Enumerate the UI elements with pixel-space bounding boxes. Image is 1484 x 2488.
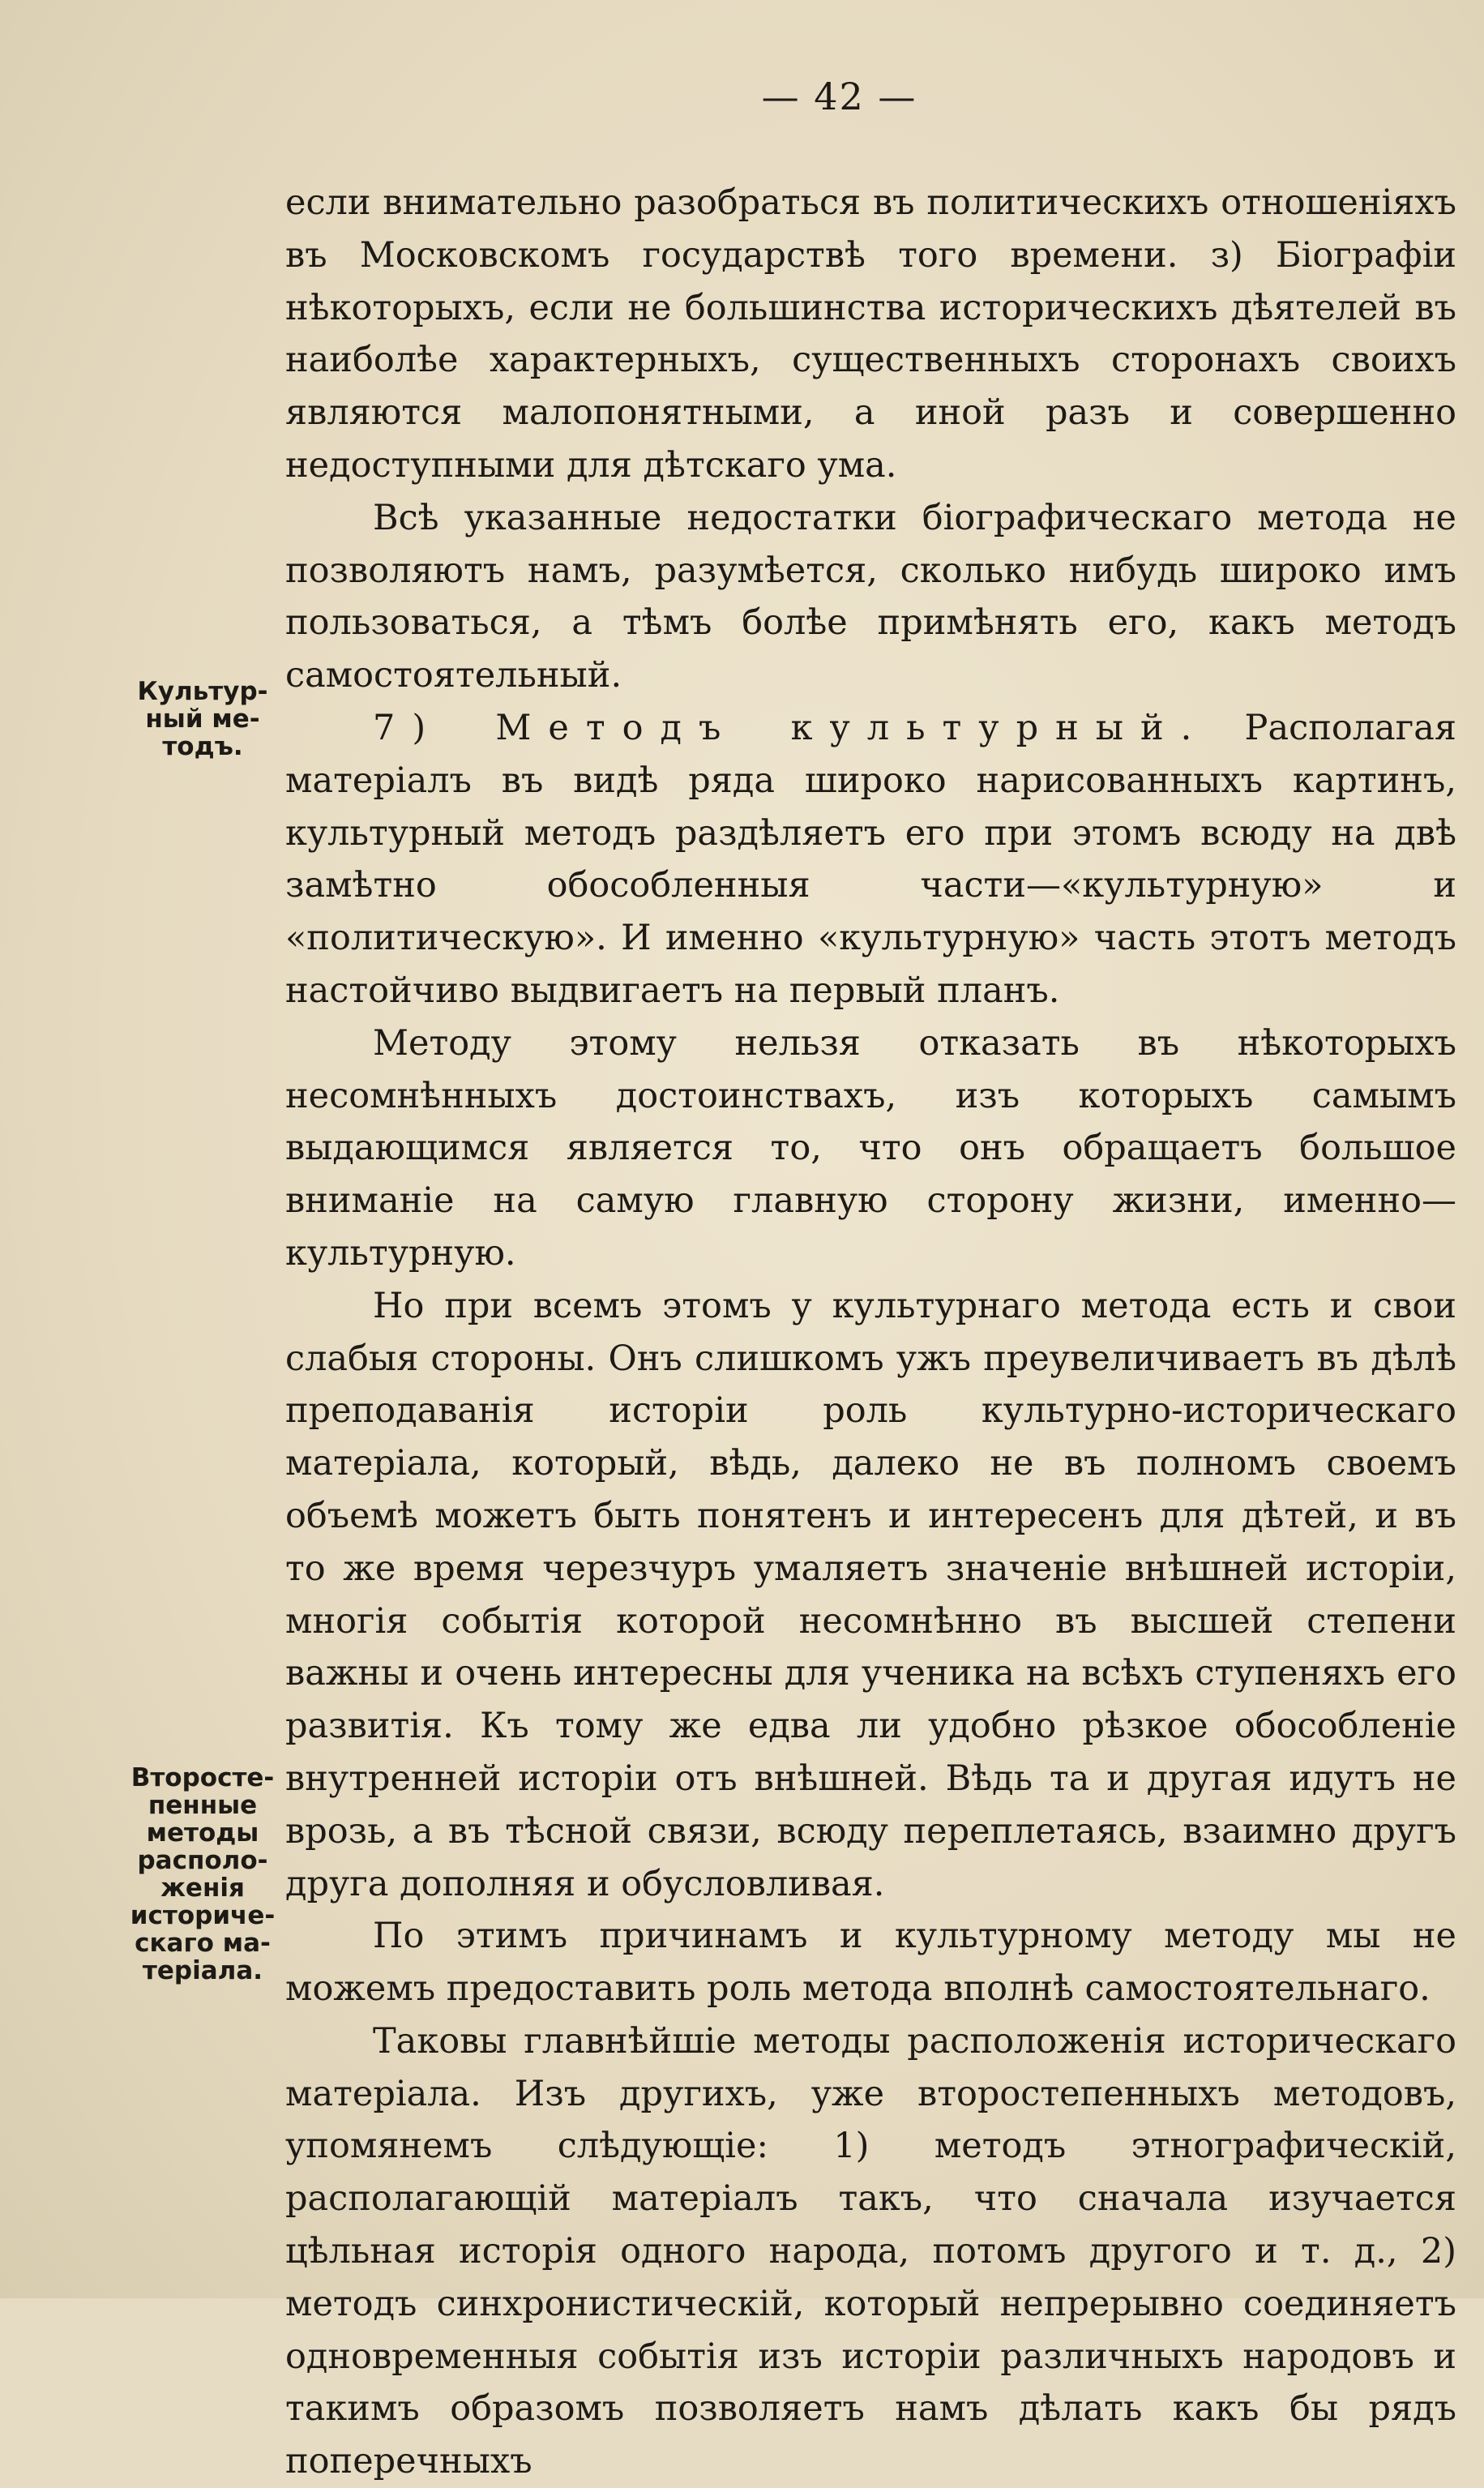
margin-note-line: теріала. — [142, 1956, 263, 1985]
margin-note-line: Культур- — [137, 677, 268, 706]
paragraph: По этимъ причинамъ и культурному методу мы не можемъ предоставить роль метода вполнѣ самостоятельнаго. — [285, 1916, 1456, 2010]
paragraph: Всѣ указанные недостатки біографическаго метода не позволяютъ намъ, разумѣется, сколько нибудь широко имъ пользоваться, а тѣмъ болѣе примѣнять его, какъ методъ самостоятельный. — [285, 497, 1456, 696]
margin-note-line: ный ме- — [145, 704, 260, 734]
page-number: — 42 — — [761, 75, 917, 118]
paragraph: Таковы главнѣйшіе методы расположенія историческаго матеріала. Изъ другихъ, уже второстепенныхъ методовъ, упомянемъ слѣдующіе: 1) методъ этнографическій, располагающій матеріалъ такъ, что сначала изучается цѣльная исторія одного народа, потомъ другого и т. д., 2) методъ синхронистическій, который непрерывно соединяетъ одновременныя событія изъ исторіи различныхъ народовъ и такимъ образомъ позволяетъ намъ дѣлать какъ бы рядъ поперечныхъ — [285, 2020, 1456, 2482]
paragraph: Методу этому нельзя отказать въ нѣкоторыхъ несомнѣнныхъ достоинствахъ, изъ которыхъ самымъ выдающимся является то, что онъ обращаетъ большое вниманіе на самую главную сторону жизни, именно—культурную. — [285, 1022, 1456, 1274]
margin-note-line: скаго ма- — [135, 1929, 271, 1958]
margin-note-cultural-method — [105, 678, 300, 760]
paragraph: если внимательно разобраться въ политическихъ отношеніяхъ въ Московскомъ государствѣ того времени. з) Біографіи нѣкоторыхъ, если не большинства историческихъ дѣятелей въ наиболѣе характерныхъ, существенныхъ сторонахъ своихъ являются малопонятными, а иной разъ и совершенно недоступными для дѣтскаго ума. — [285, 182, 1456, 486]
margin-note-line: Второсте- — [130, 1763, 275, 1792]
paragraph: Но при всемъ этомъ у культурнаго метода есть и свои слабыя стороны. Онъ слишкомъ ужъ преувеличиваетъ въ дѣлѣ преподаванія исторіи роль культурно-историческаго матеріала, который, вѣдь, далеко не въ полномъ своемъ объемѣ можетъ быть понятенъ и интересенъ для дѣтей, и въ то же время черезчуръ умаляетъ значеніе внѣшней исторіи, многія событія которой несомнѣнно въ высшей степени важны и очень интересны для ученика на всѣхъ ступеняхъ его развитія. Къ тому же едва ли удобно рѣзкое обособленіе внутренней исторіи отъ внѣшней. Вѣдь та и другая идутъ не врозь, а въ тѣсной связи, всюду переплетаясь, взаимно другъ друга дополняя и обусловливая. — [285, 1285, 1456, 1904]
margin-note-secondary-methods — [105, 1764, 300, 1985]
margin-note-line: располо- — [137, 1846, 268, 1875]
paragraph-cultural-method — [285, 702, 1456, 1017]
margin-note-line: историче- — [130, 1901, 276, 1930]
margin-note-line: пенные — [148, 1791, 258, 1820]
body-text — [285, 177, 1456, 2488]
margin-note-line: женія — [160, 1873, 245, 1903]
margin-note-line: тодъ. — [162, 732, 243, 761]
section-heading: 7) Методъ культурный. — [373, 707, 1209, 748]
margin-note-line: методы — [146, 1818, 259, 1848]
paragraph-text: Располагая матеріалъ въ видѣ ряда широко нарисованныхъ картинъ, культурный методъ раздѣляетъ его при этомъ всюду на двѣ замѣтно обособленныя части—«культурную» и «политическую». И именно «культурную» часть этотъ методъ настойчиво выдвигаетъ на первый планъ. — [285, 707, 1456, 1011]
